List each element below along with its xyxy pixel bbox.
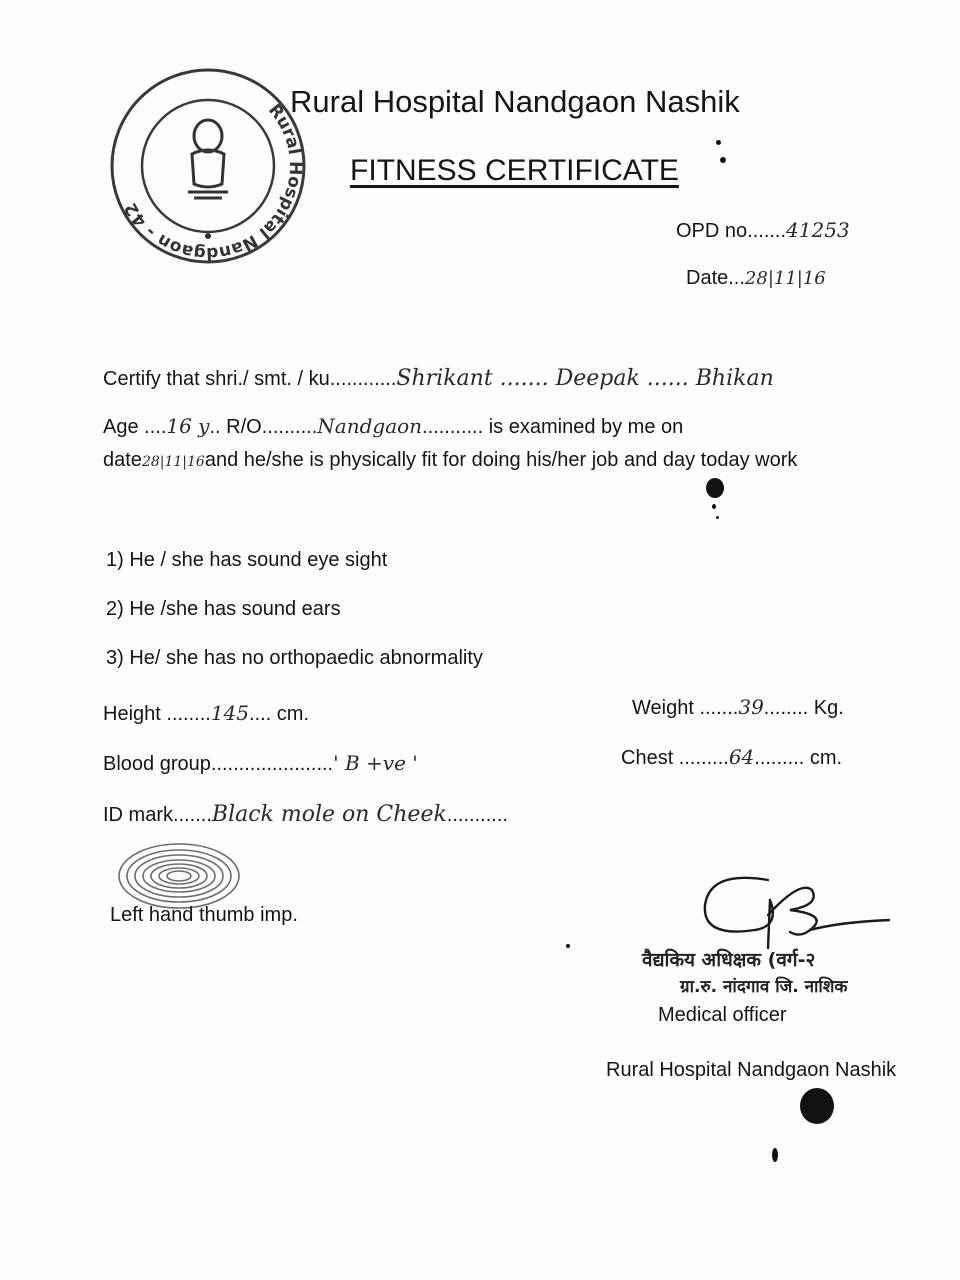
opd-label: OPD no....... xyxy=(676,220,787,242)
id-mark-value: Black mole on Cheek xyxy=(211,802,447,827)
medical-officer-signature xyxy=(690,860,890,950)
exam-date-value: 28|11|16 xyxy=(141,454,205,470)
officer-stamp-line-1: वैद्यकिय अधिक्षक (वर्ग-२ xyxy=(642,949,816,971)
patient-name-value: Shrikant ....... Deepak ...... Bhikan xyxy=(396,366,774,391)
hospital-name-header: Rural Hospital Nandgaon Nashik xyxy=(290,84,740,119)
blood-group-field xyxy=(103,751,418,776)
residence-value: Nandgaon xyxy=(317,414,423,438)
blood-group-label: Blood group...................... xyxy=(103,753,334,775)
svg-text:Rural Hospital Nandgaon - 42 xyxy=(121,100,305,263)
exam-date-label: date xyxy=(103,449,142,471)
weight-label: Weight ....... xyxy=(632,697,739,719)
residence-label: .. R/O.......... xyxy=(209,416,318,438)
id-mark-label: ID mark....... xyxy=(103,804,212,826)
chest-unit: ......... cm. xyxy=(754,747,843,769)
blood-group-value: ' B +ve ' xyxy=(333,751,418,775)
id-mark-field xyxy=(103,802,508,827)
chest-field xyxy=(621,745,842,770)
date-row xyxy=(686,267,826,290)
examined-text: ........... is examined by me on xyxy=(422,416,684,438)
opd-value: 41253 xyxy=(786,218,850,242)
date-label: Date... xyxy=(686,267,745,289)
footer-hospital-name: Rural Hospital Nandgaon Nashik xyxy=(606,1059,897,1081)
chest-value: 64 xyxy=(728,745,755,769)
thumb-label: Left hand thumb imp. xyxy=(110,904,298,926)
seal-text: Rural Hospital Nandgaon - 42 xyxy=(120,100,306,264)
age-value: 16 y xyxy=(166,414,210,438)
age-residence-line xyxy=(103,414,683,439)
medical-officer-title: Medical officer xyxy=(658,1004,787,1026)
list-item: 2) He /she has sound ears xyxy=(106,598,341,620)
officer-stamp-line-2: ग्रा.रु. नांदगाव जि. नाशिक xyxy=(680,977,848,997)
age-label: Age .... xyxy=(103,416,167,438)
height-field xyxy=(103,701,309,726)
list-item: 3) He/ she has no orthopaedic abnormality xyxy=(106,647,483,669)
height-unit: .... cm. xyxy=(249,703,310,725)
fitness-statement-line xyxy=(103,449,797,472)
height-label: Height ........ xyxy=(103,703,211,725)
id-mark-trail: ........... xyxy=(446,804,508,826)
list-item: 1) He / she has sound eye sight xyxy=(106,549,388,571)
hospital-round-seal xyxy=(108,66,308,266)
national-emblem-icon xyxy=(188,120,228,198)
weight-unit: ........ Kg. xyxy=(763,697,844,719)
chest-label: Chest ......... xyxy=(621,747,729,769)
weight-field xyxy=(632,695,844,720)
fitness-statement: and he/she is physically fit for doing his/her job and day today work xyxy=(204,449,798,471)
opd-number-row xyxy=(676,218,850,243)
certify-line xyxy=(103,366,774,391)
height-value: 145 xyxy=(210,701,250,725)
date-value: 28|11|16 xyxy=(744,268,826,289)
certificate-title: FITNESS CERTIFICATE xyxy=(350,154,679,187)
weight-value: 39 xyxy=(738,695,764,719)
certify-label: Certify that shri./ smt. / ku............ xyxy=(103,368,397,390)
